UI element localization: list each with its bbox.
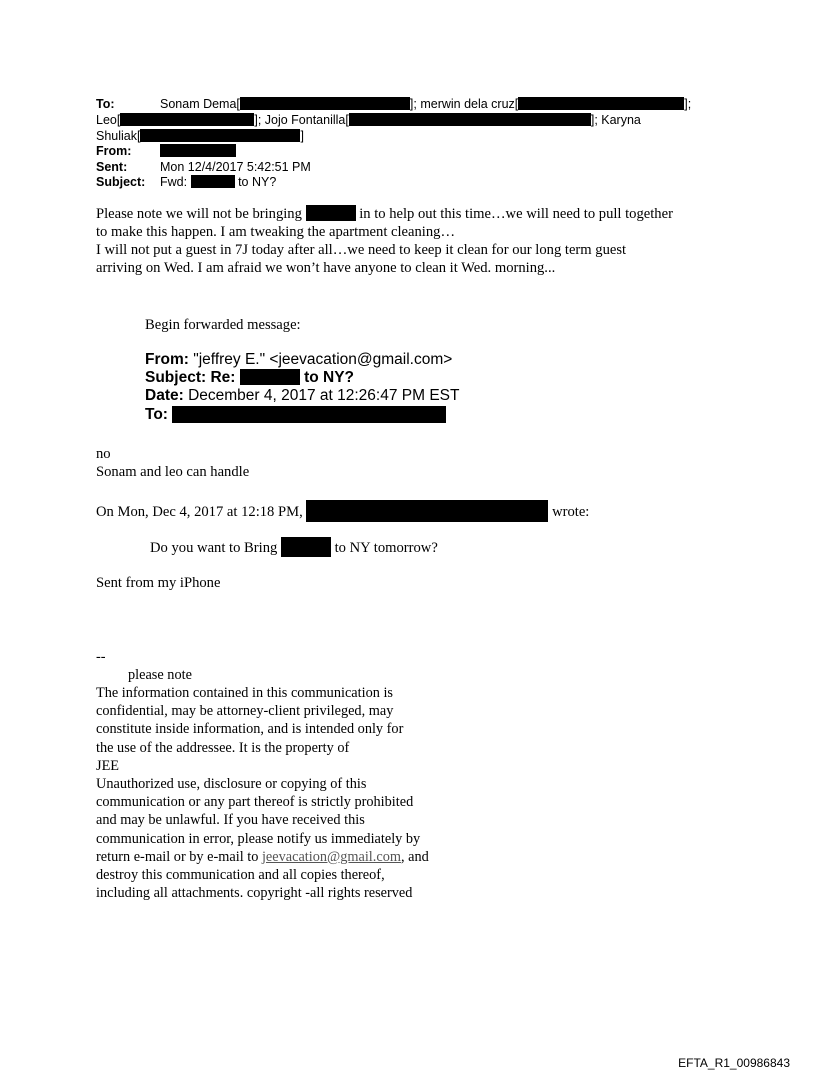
disclaimer-line: Unauthorized use, disclosure or copying of this bbox=[96, 776, 367, 793]
fwd-from-value: "jeffrey E." <jeevacation@gmail.com> bbox=[193, 351, 453, 368]
fwd-subject-label: Subject: Re: bbox=[145, 369, 236, 386]
attribution-prefix: On Mon, Dec 4, 2017 at 12:18 PM, bbox=[96, 504, 303, 520]
fwd-from-label: From: bbox=[145, 351, 189, 368]
disclaimer-line: communication or any part thereof is strictly prohibited bbox=[96, 794, 414, 811]
to-line1-end: ]; bbox=[684, 97, 692, 111]
sent-value: Mon 12/4/2017 5:42:51 PM bbox=[160, 160, 311, 174]
to-line3-end: ] bbox=[300, 129, 304, 143]
email-link[interactable]: jeevacation@gmail.com bbox=[261, 848, 401, 865]
signature-separator: -- bbox=[96, 649, 106, 665]
fwd-date-label: Date: bbox=[145, 387, 184, 404]
body-text: in to help out this time…we will need to pull together bbox=[359, 206, 673, 222]
redaction-block bbox=[240, 369, 300, 385]
disclaimer-line: communication in error, please notify us immediately by bbox=[96, 830, 421, 847]
reply-line-2: Sonam and leo can handle bbox=[96, 464, 250, 480]
redaction-block bbox=[120, 113, 254, 126]
to-recipient-2: ]; merwin dela cruz[ bbox=[409, 97, 519, 111]
fwd-to-row bbox=[145, 406, 446, 424]
subject-row bbox=[96, 175, 145, 189]
redaction-block bbox=[172, 406, 446, 423]
disclaimer-line: The information contained in this communication is bbox=[96, 685, 393, 701]
quoted-attribution bbox=[96, 500, 589, 522]
fwd-from-row bbox=[145, 351, 452, 369]
disclaimer-line: destroy this communication and all copies thereof, bbox=[96, 867, 385, 884]
question-text: to NY tomorrow? bbox=[334, 540, 438, 556]
to-line-3 bbox=[96, 129, 304, 143]
redaction-block bbox=[240, 97, 410, 110]
disclaimer-line: and may be unlawful. If you have received this bbox=[96, 812, 365, 829]
disclaimer-line: confidential, may be attorney-client privileged, may bbox=[96, 703, 394, 720]
subject-prefix: Fwd: bbox=[160, 175, 188, 189]
to-label: To: bbox=[96, 97, 115, 111]
disclaimer-lines bbox=[96, 684, 429, 902]
return-suffix: , and bbox=[400, 848, 429, 865]
to-line-2 bbox=[96, 113, 641, 127]
to-recipient-6: Shuliak[ bbox=[96, 129, 141, 143]
forwarded-intro: Begin forwarded message: bbox=[145, 317, 301, 333]
fwd-subject-row bbox=[145, 369, 354, 387]
disclaimer-return-line bbox=[96, 848, 429, 866]
body-line-4: arriving on Wed. I am afraid we won’t have anyone to clean it Wed. morning... bbox=[96, 260, 556, 276]
subject-value bbox=[160, 175, 276, 189]
from-value bbox=[160, 144, 236, 158]
redaction-block bbox=[160, 144, 236, 157]
from-row bbox=[96, 144, 131, 158]
fwd-to-label: To: bbox=[145, 406, 168, 423]
to-recipient-3: Leo[ bbox=[96, 113, 121, 127]
to-recipient-5: ]; Karyna bbox=[590, 113, 641, 127]
redaction-block bbox=[140, 129, 300, 142]
redaction-block bbox=[349, 113, 591, 126]
question-text: Do you want to Bring bbox=[150, 540, 278, 556]
fwd-date-row bbox=[145, 387, 459, 405]
disclaimer-line: constitute inside information, and is intended only for bbox=[96, 721, 404, 738]
sent-row bbox=[96, 160, 127, 174]
to-line-1 bbox=[160, 97, 691, 111]
quoted-signature: Sent from my iPhone bbox=[96, 575, 221, 591]
redaction-block bbox=[191, 175, 235, 188]
to-row bbox=[96, 97, 115, 111]
sent-label: Sent: bbox=[96, 160, 128, 174]
attribution-suffix: wrote: bbox=[552, 504, 590, 520]
redaction-block bbox=[306, 500, 548, 522]
disclaimer-line: JEE bbox=[96, 757, 120, 774]
subject-label: Subject: bbox=[96, 175, 146, 189]
redaction-block bbox=[306, 205, 356, 221]
body-line-1 bbox=[96, 205, 673, 223]
to-recipient-1: Sonam Dema[ bbox=[160, 97, 240, 111]
document-id: EFTA_R1_00986843 bbox=[678, 1056, 790, 1070]
redaction-block bbox=[281, 537, 331, 557]
from-label: From: bbox=[96, 144, 132, 158]
reply-line-1: no bbox=[96, 446, 111, 462]
disclaimer-line: the use of the addressee. It is the property of bbox=[96, 739, 350, 756]
quoted-question bbox=[150, 537, 438, 557]
fwd-subject-suffix: to NY? bbox=[304, 369, 354, 386]
body-line-2: to make this happen. I am tweaking the apartment cleaning… bbox=[96, 224, 456, 240]
disclaimer-note: please note bbox=[128, 667, 192, 683]
disclaimer-line: including all attachments. copyright -all rights reserved bbox=[96, 885, 413, 902]
to-recipient-4: ]; Jojo Fontanilla[ bbox=[254, 113, 349, 127]
body-line-3: I will not put a guest in 7J today after all…we need to keep it clean for our long term guest bbox=[96, 242, 627, 258]
return-prefix: return e-mail or by e-mail to bbox=[96, 848, 259, 865]
redaction-block bbox=[518, 97, 684, 110]
subject-suffix: to NY? bbox=[238, 175, 277, 189]
fwd-date-value: December 4, 2017 at 12:26:47 PM EST bbox=[188, 387, 460, 404]
body-text: Please note we will not be bringing bbox=[96, 206, 302, 222]
